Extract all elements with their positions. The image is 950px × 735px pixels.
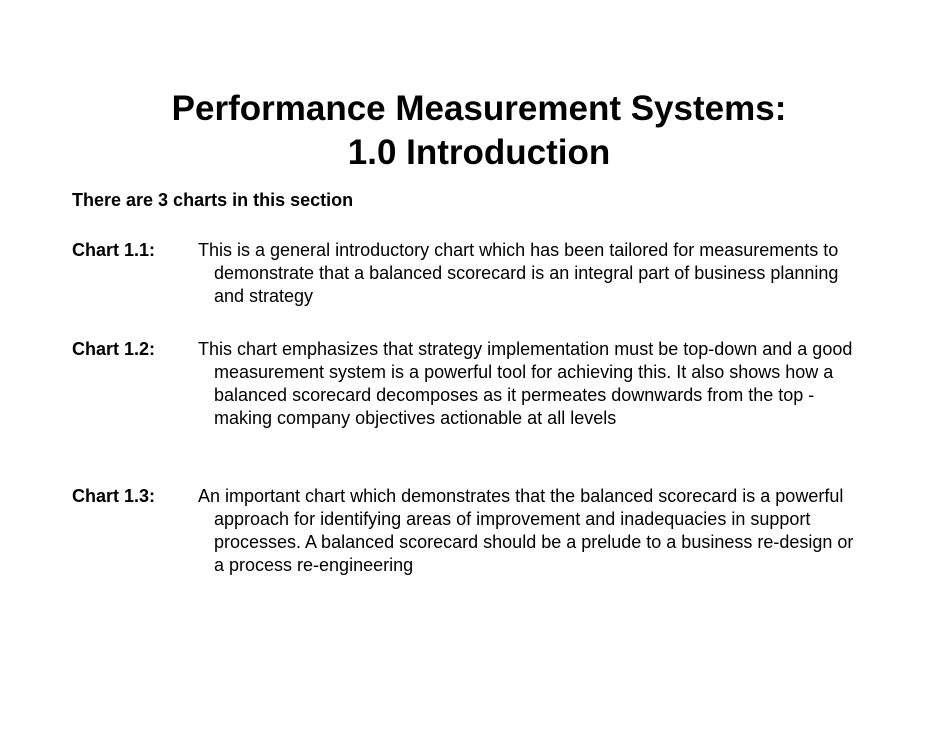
page-title-line-2: 1.0 Introduction: [347, 133, 611, 172]
chart-entry-description: This chart emphasizes that strategy implementation must be top-down and a good measurement system is a powerful tool for achieving this. It also shows how a balanced scorecard decomposes as it permeates downwards from the top - making company objectives actionable at all levels: [198, 339, 853, 428]
page-title: [0, 87, 950, 175]
chart-entry-description: An important chart which demonstrates that the balanced scorecard is a powerful approach for identifying areas of improvement and inadequacies in support processes. A balanced scorecard should be a prelude to a business re-design or a process re-engineering: [198, 486, 854, 575]
section-intro: There are 3 charts in this section: [72, 190, 354, 210]
page-title-line-1: Performance Measurement Systems:: [171, 89, 787, 128]
chart-entry-description: This is a general introductory chart which has been tailored for measurements to demonstrate that a balanced scorecard is an integral part of business planning and strategy: [198, 240, 839, 306]
chart-entry-label: Chart 1.3:: [72, 486, 156, 506]
chart-entry-label: Chart 1.2:: [72, 339, 156, 359]
chart-entry-label: Chart 1.1:: [72, 240, 156, 260]
